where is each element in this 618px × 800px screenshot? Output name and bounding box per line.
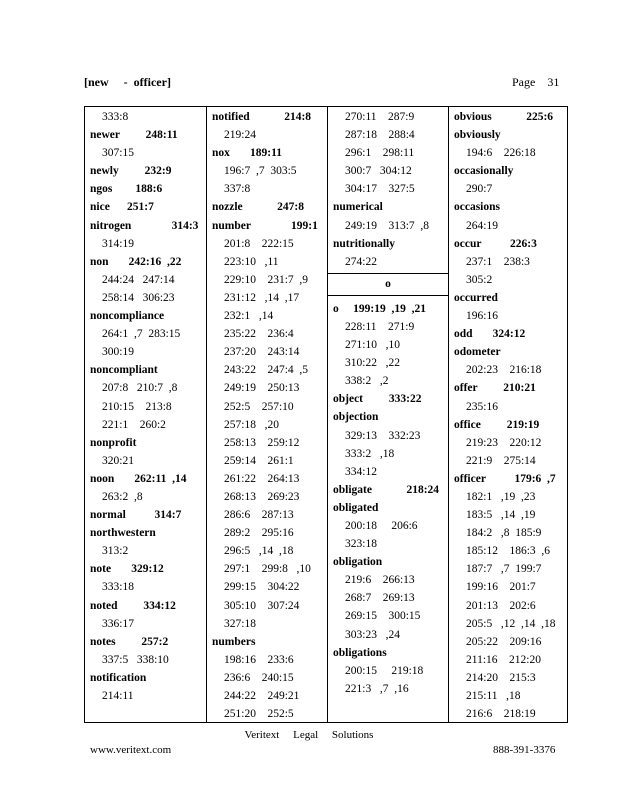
index-reference: 219:23 220:12 <box>466 436 542 449</box>
index-term: obvious 225:6 <box>454 111 554 123</box>
index-reference: 327:18 <box>224 617 256 630</box>
index-reference: 214:11 <box>102 690 134 702</box>
index-reference: 249:19 313:7 ,8 <box>345 219 430 232</box>
index-reference: 228:11 271:9 <box>345 320 415 333</box>
index-reference: 232:1 ,14 <box>224 310 274 323</box>
index-term: odometer <box>454 346 501 359</box>
index-reference: 185:12 186:3 ,6 <box>466 545 551 558</box>
page-number: Page 31 <box>512 75 560 89</box>
index-reference: 183:5 ,14 ,19 <box>466 509 536 522</box>
index-term: numbers <box>212 635 256 648</box>
index-reference: 337:5 338:10 <box>102 653 169 666</box>
index-reference: 231:12 ,14 ,17 <box>224 291 300 304</box>
index-term: nutritionally <box>333 237 395 250</box>
index-term: obviously <box>454 129 501 142</box>
index-term: note 329:12 <box>90 563 164 576</box>
index-reference: 305:10 307:24 <box>224 599 300 612</box>
index-reference: 287:18 288:4 <box>345 129 415 142</box>
index-reference: 333:18 <box>102 581 134 594</box>
index-term: occurred <box>454 291 498 304</box>
index-reference: 334:12 <box>345 465 377 478</box>
index-table <box>84 106 568 723</box>
index-reference: 205:22 209:16 <box>466 635 542 648</box>
index-term: occasions <box>454 201 500 214</box>
index-term: nitrogen 314:3 <box>90 219 199 232</box>
index-term: odd 324:12 <box>454 328 526 341</box>
index-reference: 251:20 252:5 <box>224 708 294 721</box>
index-reference: 219:6 266:13 <box>345 574 415 587</box>
index-term: notified 214:8 <box>212 111 312 123</box>
index-reference: 201:13 202:6 <box>466 599 536 612</box>
footer-website: www.veritext.com <box>90 744 172 756</box>
index-term: obligations <box>333 646 387 659</box>
index-term: object 333:22 <box>333 393 422 406</box>
index-reference: 300:7 304:12 <box>345 165 412 178</box>
index-reference: 329:13 332:23 <box>345 429 421 442</box>
index-term: nozzle 247:8 <box>212 201 304 214</box>
index-reference: 216:6 218:19 <box>466 708 536 721</box>
index-reference: 274:22 <box>345 255 377 268</box>
index-reference: 297:1 299:8 ,10 <box>224 563 311 576</box>
index-reference: 221:9 275:14 <box>466 454 536 467</box>
index-reference: 307:15 <box>102 147 134 160</box>
index-term: occasionally <box>454 165 514 178</box>
index-term: nonprofit <box>90 436 137 449</box>
index-reference: 264:19 <box>466 219 498 232</box>
index-reference: 252:5 257:10 <box>224 400 294 413</box>
index-term: non 242:16 ,22 <box>90 255 182 268</box>
index-term: northwestern <box>90 527 156 540</box>
index-reference: 194:6 226:18 <box>466 147 536 160</box>
index-term: numerical <box>333 201 383 214</box>
index-reference: 237:20 243:14 <box>224 346 300 359</box>
index-reference: 196:7 ,7 303:5 <box>224 165 297 178</box>
index-term: normal 314:7 <box>90 509 182 522</box>
index-reference: 314:19 <box>102 237 134 250</box>
index-term: nox 189:11 <box>212 147 282 160</box>
index-reference: 249:19 250:13 <box>224 382 300 395</box>
index-term: newer 248:11 <box>90 129 178 142</box>
index-term: noon 262:11 ,14 <box>90 472 187 485</box>
index-reference: 207:8 210:7 ,8 <box>102 382 178 395</box>
index-reference: 223:10 ,11 <box>224 255 279 268</box>
index-term: noncompliance <box>90 310 165 323</box>
index-term: newly 232:9 <box>90 165 172 178</box>
index-reference: 258:13 259:12 <box>224 436 300 449</box>
index-term: obligated <box>333 501 379 514</box>
index-reference: 201:8 222:15 <box>224 237 294 250</box>
index-reference: 200:15 219:18 <box>345 664 424 677</box>
index-reference: 259:14 261:1 <box>224 454 294 467</box>
index-reference: 210:15 213:8 <box>102 400 172 413</box>
index-reference: 270:11 287:9 <box>345 111 415 123</box>
index-reference: 271:10 ,10 <box>345 339 400 352</box>
index-reference: 184:2 ,8 185:9 <box>466 527 542 540</box>
index-reference: 323:18 <box>345 538 377 551</box>
index-term: office 219:19 <box>454 418 540 431</box>
footer-phone: 888-391-3376 <box>493 744 556 756</box>
index-reference: 338:2 ,2 <box>345 375 389 388</box>
index-reference: 303:23 ,24 <box>345 628 400 641</box>
index-reference: 237:1 238:3 <box>466 255 530 268</box>
index-reference: 269:15 300:15 <box>345 610 421 623</box>
index-reference: 200:18 206:6 <box>345 519 418 532</box>
index-reference: 333:8 <box>102 111 129 123</box>
index-reference: 263:2 ,8 <box>102 490 143 503</box>
index-reference: 261:22 264:13 <box>224 472 300 485</box>
index-reference: 320:21 <box>102 454 134 467</box>
index-reference: 336:17 <box>102 617 134 630</box>
index-column-1 <box>85 107 206 722</box>
index-term: noncompliant <box>90 364 158 377</box>
index-reference: 296:1 298:11 <box>345 147 415 160</box>
index-reference: 221:3 ,7 ,16 <box>345 682 409 695</box>
index-reference: 289:2 295:16 <box>224 527 294 540</box>
index-reference: 290:7 <box>466 183 493 196</box>
section-letter-heading: o <box>328 273 448 296</box>
index-term: nice 251:7 <box>90 201 154 214</box>
index-reference: 236:6 240:15 <box>224 671 294 684</box>
index-reference: 198:16 233:6 <box>224 653 294 666</box>
index-column-3 <box>327 107 448 722</box>
page-range-header: [new - officer] <box>84 75 171 89</box>
index-term: o 199:19 ,19 ,21 <box>333 302 426 315</box>
index-reference: 235:16 <box>466 400 498 413</box>
index-term: noted 334:12 <box>90 599 176 612</box>
index-reference: 300:19 <box>102 346 134 359</box>
index-reference: 268:7 269:13 <box>345 592 415 605</box>
index-reference: 243:22 247:4 ,5 <box>224 364 309 377</box>
index-term: offer 210:21 <box>454 382 536 395</box>
index-reference: 258:14 306:23 <box>102 291 175 304</box>
index-reference: 244:22 249:21 <box>224 690 300 702</box>
index-reference: 296:5 ,14 ,18 <box>224 545 294 558</box>
index-reference: 257:18 ,20 <box>224 418 279 431</box>
index-reference: 305:2 <box>466 273 493 286</box>
index-term: notes 257:2 <box>90 635 169 648</box>
index-reference: 313:2 <box>102 545 129 558</box>
index-reference: 337:8 <box>224 183 251 196</box>
index-reference: 333:2 ,18 <box>345 447 395 460</box>
index-reference: 221:1 260:2 <box>102 418 166 431</box>
index-reference: 199:16 201:7 <box>466 581 536 594</box>
footer-company: Veritext Legal Solutions <box>244 729 374 741</box>
index-term: occur 226:3 <box>454 237 537 250</box>
index-reference: 304:17 327:5 <box>345 183 415 196</box>
index-reference: 235:22 236:4 <box>224 328 294 341</box>
index-reference: 187:7 ,7 199:7 <box>466 563 542 576</box>
index-reference: 202:23 216:18 <box>466 364 542 377</box>
index-reference: 196:16 <box>466 310 498 323</box>
index-column-4 <box>448 107 569 722</box>
index-reference: 310:22 ,22 <box>345 357 400 370</box>
index-reference: 214:20 215:3 <box>466 671 536 684</box>
index-term: ngos 188:6 <box>90 183 163 196</box>
index-term: obligate 218:24 <box>333 483 440 496</box>
index-reference: 219:24 <box>224 129 256 142</box>
index-reference: 268:13 269:23 <box>224 490 300 503</box>
index-reference: 264:1 ,7 283:15 <box>102 328 181 341</box>
index-reference: 229:10 231:7 ,9 <box>224 273 309 286</box>
index-term: objection <box>333 411 379 424</box>
index-reference: 205:5 ,12 ,14 ,18 <box>466 617 556 630</box>
index-reference: 286:6 287:13 <box>224 509 294 522</box>
index-reference: 215:11 ,18 <box>466 690 521 702</box>
index-term: officer 179:6 ,7 <box>454 472 556 485</box>
index-term: notification <box>90 671 147 684</box>
index-reference: 244:24 247:14 <box>102 273 175 286</box>
index-term: obligation <box>333 556 383 569</box>
index-term: number 199:1 <box>212 219 318 232</box>
index-reference: 299:15 304:22 <box>224 581 300 594</box>
index-reference: 182:1 ,19 ,23 <box>466 490 536 503</box>
index-column-2 <box>206 107 327 722</box>
index-reference: 211:16 212:20 <box>466 653 541 666</box>
